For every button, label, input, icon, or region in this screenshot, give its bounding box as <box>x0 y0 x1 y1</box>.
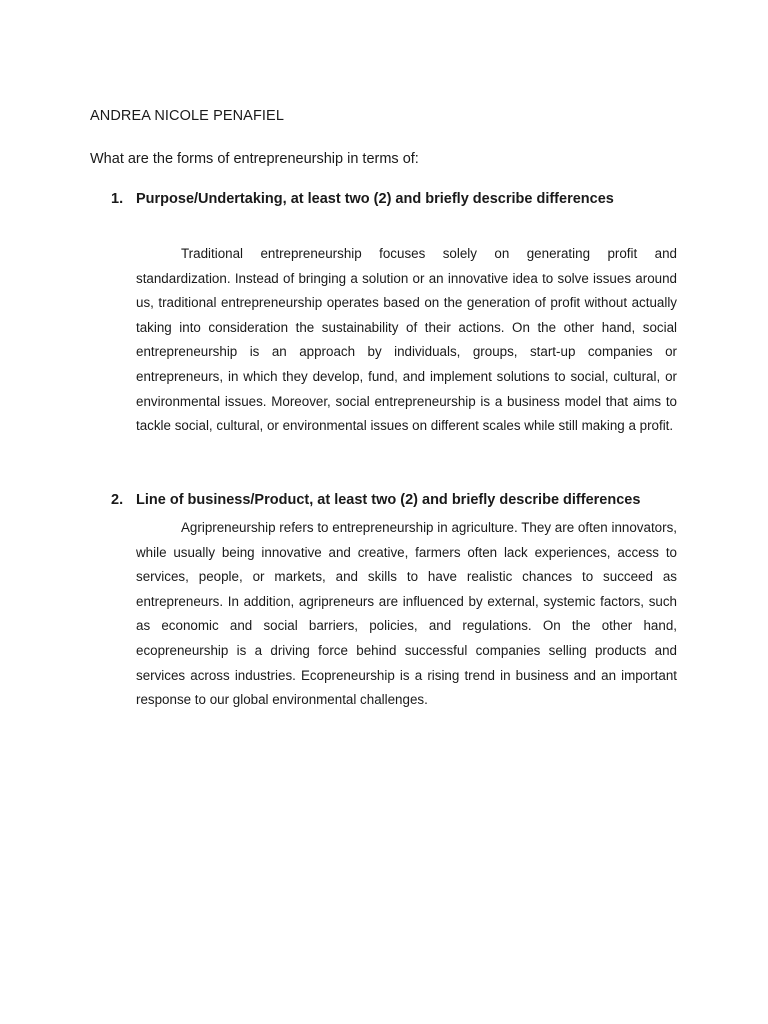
author-name: ANDREA NICOLE PENAFIEL <box>90 108 284 124</box>
section-number: 2. <box>111 492 124 508</box>
section-body: Agripreneurship refers to entrepreneurship in agriculture. They are often innovators, while usually being innovative and creative, farmers often lack experiences, access to services, people, or markets, and skills to have realistic chances to succeed as entrepreneurs. In addition, agripreneurs are influenced by external, systemic factors, such as economic and social barriers, policies, and regulations. On the other hand, ecopreneurship is a driving force behind successful companies selling products and services across industries. Ecopreneurship is a rising trend in business and an important response to our global environmental challenges. <box>136 520 677 708</box>
section-body: Traditional entrepreneurship focuses solely on generating profit and standardization. Instead of bringing a solution or an innovative idea to solve issues around us, traditional entrepreneurship operates based on the generation of profit without actually taking into consideration the sustainability of their actions. On the other hand, social entrepreneurship is an approach by individuals, groups, start-up companies or entrepreneurs, in which they develop, fund, and implement solutions to social, cultural, or environmental issues. Moreover, social entrepreneurship is a business model that aims to tackle social, cultural, or environmental issues on different scales while still making a profit. <box>136 246 677 434</box>
section-heading <box>111 492 640 508</box>
section-heading-text: Purpose/Undertaking, at least two (2) and briefly describe differences <box>136 191 614 207</box>
section-heading-text: Line of business/Product, at least two (2) and briefly describe differences <box>136 492 641 508</box>
section-heading <box>111 191 614 207</box>
section-number: 1. <box>111 191 124 207</box>
question-intro: What are the forms of entrepreneurship in terms of: <box>90 151 419 167</box>
